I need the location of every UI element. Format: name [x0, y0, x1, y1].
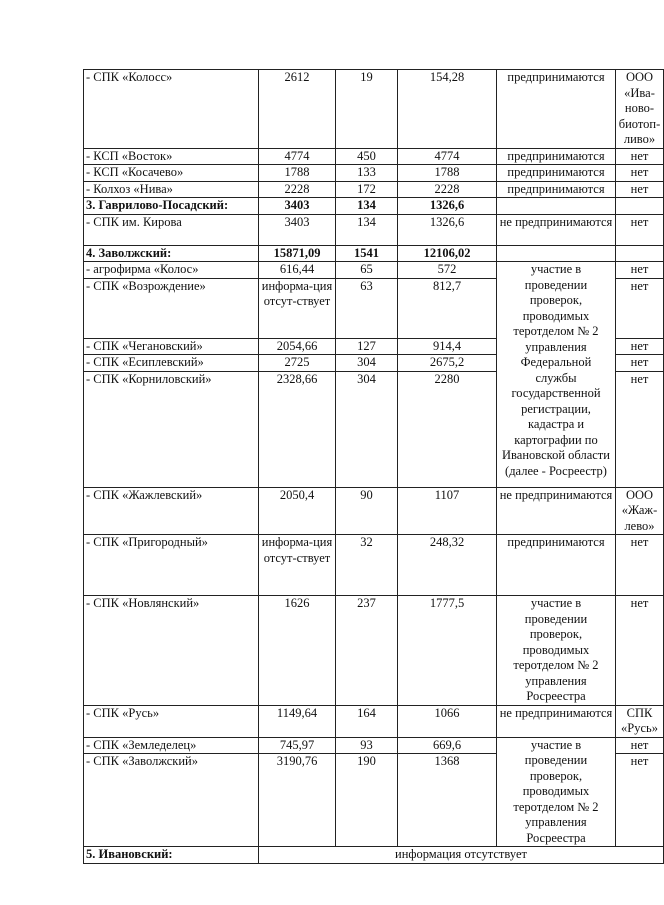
cell-count: 127	[336, 338, 398, 355]
cell-measures: не предпринимаются	[497, 214, 616, 245]
row-name: - СПК «Русь»	[84, 705, 259, 737]
cell-value: 1066	[398, 705, 497, 737]
cell-measures: предпринимаются	[497, 165, 616, 182]
cell-owner: нет	[616, 338, 664, 355]
table-row	[84, 70, 664, 149]
row-name: - СПК «Возрождение»	[84, 278, 259, 338]
cell-value: 2228	[398, 181, 497, 198]
district-heading: 3. Гаврилово-Посадский:	[84, 198, 259, 215]
cell-area: 745,97	[259, 737, 336, 754]
cell-count: 133	[336, 165, 398, 182]
cell-owner: нет	[616, 355, 664, 372]
table-row	[84, 165, 664, 182]
cell-count: 1541	[336, 245, 398, 262]
cell-area: 2612	[259, 70, 336, 149]
row-name: - СПК «Колосс»	[84, 70, 259, 149]
cell-owner: нет	[616, 754, 664, 847]
cell-area: 3190,76	[259, 754, 336, 847]
table-row	[84, 737, 664, 754]
row-name: - СПК «Есиплевский»	[84, 355, 259, 372]
cell-count: 237	[336, 596, 398, 706]
cell-owner: нет	[616, 596, 664, 706]
cell-area: информа-ция отсут-ствует	[259, 535, 336, 596]
row-name: - СПК им. Кирова	[84, 214, 259, 245]
cell-measures: предпринимаются	[497, 181, 616, 198]
cell-value: 4774	[398, 148, 497, 165]
district-heading: 5. Ивановский:	[84, 847, 259, 864]
table-row	[84, 705, 664, 737]
cell-owner: нет	[616, 165, 664, 182]
table-row	[84, 535, 664, 596]
cell-measures-merged: участие в проведении проверок, проводимых теротделом № 2 управления Федеральной службы государственной регистрации, кадастра и картографии по Ивановской области (далее - Росреестр)	[497, 262, 616, 488]
cell-area: 3403	[259, 214, 336, 245]
cell-area: 4774	[259, 148, 336, 165]
cell-owner: ООО «Жаж-лево»	[616, 487, 664, 535]
cell-count: 65	[336, 262, 398, 279]
cell-value: 154,28	[398, 70, 497, 149]
cell-value: 1777,5	[398, 596, 497, 706]
cell-count: 450	[336, 148, 398, 165]
cell-count: 63	[336, 278, 398, 338]
cell-area: 2050,4	[259, 487, 336, 535]
table-row	[84, 245, 664, 262]
table-row	[84, 262, 664, 279]
cell-value: 572	[398, 262, 497, 279]
cell-value: 1788	[398, 165, 497, 182]
row-name: - агрофирма «Колос»	[84, 262, 259, 279]
cell-measures: предпринимаются	[497, 535, 616, 596]
cell-measures: не предпринимаются	[497, 487, 616, 535]
table-row	[84, 148, 664, 165]
table-row	[84, 198, 664, 215]
cell-value: 2280	[398, 371, 497, 487]
cell-value: 1368	[398, 754, 497, 847]
cell-measures	[497, 245, 616, 262]
row-name: - КСП «Восток»	[84, 148, 259, 165]
row-name: - СПК «Земледелец»	[84, 737, 259, 754]
cell-measures: участие в проведении проверок, проводимых теротделом № 2 управления Росреестра	[497, 596, 616, 706]
cell-value: 1326,6	[398, 214, 497, 245]
cell-area: 1626	[259, 596, 336, 706]
cell-count: 172	[336, 181, 398, 198]
table-row	[84, 596, 664, 706]
cell-area: информа-ция отсут-ствует	[259, 278, 336, 338]
row-name: - Колхоз «Нива»	[84, 181, 259, 198]
row-name: - СПК «Корниловский»	[84, 371, 259, 487]
cell-count: 19	[336, 70, 398, 149]
cell-owner: ООО «Ива-ново-биотоп-ливо»	[616, 70, 664, 149]
row-name: - КСП «Косачево»	[84, 165, 259, 182]
cell-area: 3403	[259, 198, 336, 215]
cell-measures-merged: участие в проведении проверок, проводимых теротделом № 2 управления Росреестра	[497, 737, 616, 847]
row-name: - СПК «Пригородный»	[84, 535, 259, 596]
cell-measures: предпринимаются	[497, 148, 616, 165]
cell-value: 812,7	[398, 278, 497, 338]
cell-count: 90	[336, 487, 398, 535]
cell-area: 2725	[259, 355, 336, 372]
cell-area: 616,44	[259, 262, 336, 279]
row-name: - СПК «Новлянский»	[84, 596, 259, 706]
cell-owner: нет	[616, 737, 664, 754]
cell-count: 32	[336, 535, 398, 596]
cell-owner: нет	[616, 181, 664, 198]
district-heading: 4. Заволжский:	[84, 245, 259, 262]
cell-count: 164	[336, 705, 398, 737]
table-row	[84, 847, 664, 864]
cell-owner: нет	[616, 214, 664, 245]
row-name: - СПК «Жажлевский»	[84, 487, 259, 535]
cell-owner: СПК «Русь»	[616, 705, 664, 737]
table-row	[84, 487, 664, 535]
table-row	[84, 214, 664, 245]
cell-value: 2675,2	[398, 355, 497, 372]
cell-owner	[616, 198, 664, 215]
table-row	[84, 181, 664, 198]
cell-owner: нет	[616, 278, 664, 338]
cell-measures	[497, 198, 616, 215]
cell-value: 12106,02	[398, 245, 497, 262]
cell-area: 15871,09	[259, 245, 336, 262]
cell-owner: нет	[616, 371, 664, 487]
cell-count: 304	[336, 371, 398, 487]
cell-value: 669,6	[398, 737, 497, 754]
cell-owner: нет	[616, 148, 664, 165]
no-info-note: информация отсутствует	[259, 847, 664, 864]
cell-owner	[616, 245, 664, 262]
cell-value: 914,4	[398, 338, 497, 355]
cell-count: 190	[336, 754, 398, 847]
cell-measures: предпринимаются	[497, 70, 616, 149]
cell-owner: нет	[616, 535, 664, 596]
cell-owner: нет	[616, 262, 664, 279]
cell-count: 134	[336, 198, 398, 215]
data-table	[83, 69, 664, 864]
cell-value: 1326,6	[398, 198, 497, 215]
cell-count: 304	[336, 355, 398, 372]
cell-count: 93	[336, 737, 398, 754]
row-name: - СПК «Чегановский»	[84, 338, 259, 355]
cell-area: 1788	[259, 165, 336, 182]
cell-count: 134	[336, 214, 398, 245]
cell-area: 2228	[259, 181, 336, 198]
cell-area: 2328,66	[259, 371, 336, 487]
row-name: - СПК «Заволжский»	[84, 754, 259, 847]
cell-area: 1149,64	[259, 705, 336, 737]
cell-measures: не предпринимаются	[497, 705, 616, 737]
cell-value: 1107	[398, 487, 497, 535]
cell-value: 248,32	[398, 535, 497, 596]
cell-area: 2054,66	[259, 338, 336, 355]
